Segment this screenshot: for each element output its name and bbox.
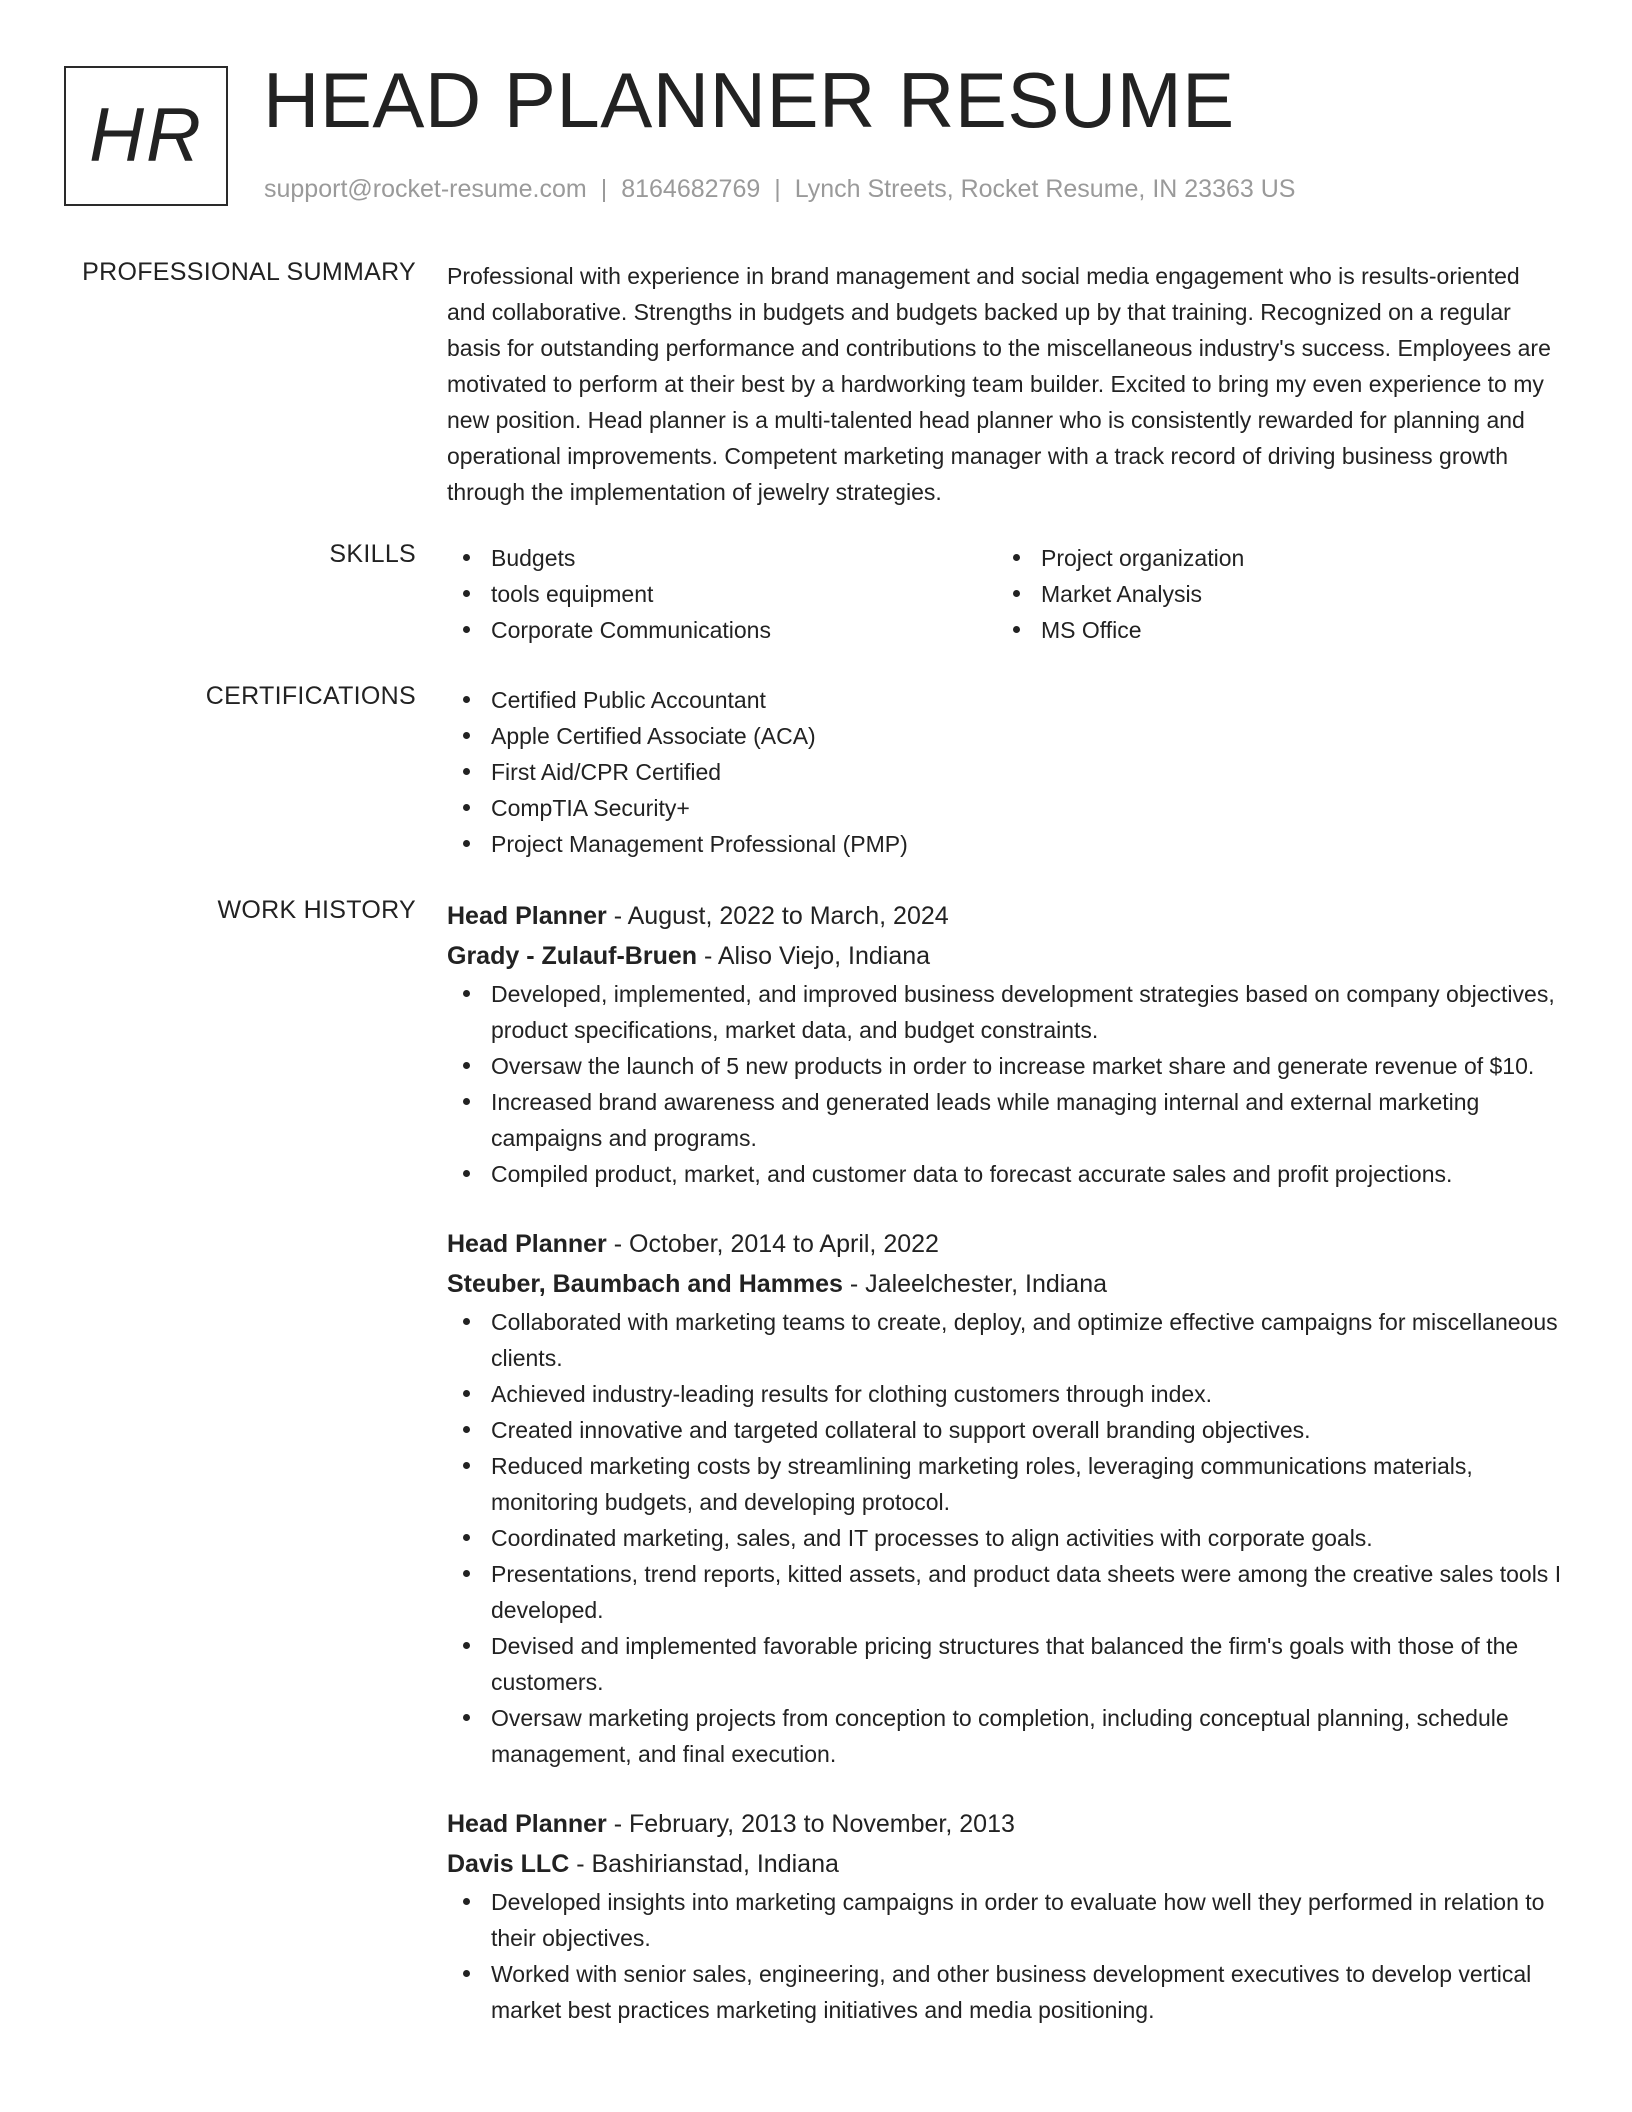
job-bullets — [447, 1884, 1562, 2028]
summary-text: Professional with experience in brand management and social media engagement who is results-oriented and collaborative. Strengths in budgets and budgets backed up by that training. Recognized on a regular basis for outstanding performance and contributions to the miscellaneous industry's success. Employees are motivated to perform at their best by a hardworking team builder. Excited to bring my even experience to my new position. Head planner is a multi-talented head planner who is consistently rewarded for planning and operational improvements. Competent marketing manager with a track record of driving business growth through the implementation of jewelry strategies. — [447, 263, 1551, 505]
job-bullet: Created innovative and targeted collateral to support overall branding objectives. — [447, 1412, 1562, 1448]
monogram-initials: HR — [89, 93, 203, 178]
job-bullet: Collaborated with marketing teams to create, deploy, and optimize effective campaigns for miscellaneous clients. — [447, 1304, 1562, 1376]
job-entry — [447, 1804, 1562, 2028]
job-location: - Aliso Viejo, Indiana — [697, 942, 931, 970]
skills-heading: SKILLS — [329, 540, 416, 568]
certifications-list — [447, 682, 1562, 862]
skill-item: MS Office — [997, 612, 1547, 648]
certifications-heading: CERTIFICATIONS — [205, 682, 416, 710]
skill-item: Market Analysis — [997, 576, 1547, 612]
job-bullet: Reduced marketing costs by streamlining marketing roles, leveraging communications materials, monitoring budgets, and developing protocol. — [447, 1448, 1562, 1520]
certification-item: Certified Public Accountant — [447, 682, 1562, 718]
contact-separator: | — [600, 175, 608, 203]
job-company-line — [447, 1264, 1562, 1304]
contact-address: Lynch Streets, Rocket Resume, IN 23363 US — [794, 175, 1296, 203]
contact-separator: | — [774, 175, 781, 203]
job-company-line — [447, 1844, 1562, 1884]
job-bullet: Developed insights into marketing campaigns in order to evaluate how well they performed in relation to their objectives. — [447, 1884, 1562, 1956]
certification-item: Project Management Professional (PMP) — [447, 826, 1562, 862]
job-bullet: Increased brand awareness and generated leads while managing internal and external marketing campaigns and programs. — [447, 1084, 1562, 1156]
skill-item: Corporate Communications — [447, 612, 997, 648]
job-location: - Jaleelchester, Indiana — [842, 1270, 1108, 1298]
contact-email[interactable]: support@rocket-resume.com — [264, 175, 587, 203]
monogram-box — [64, 66, 228, 206]
skills-list-left — [447, 540, 997, 648]
job-title: Head Planner — [447, 1230, 607, 1258]
job-company-line — [447, 936, 1562, 976]
job-bullet: Developed, implemented, and improved business development strategies based on company objectives, product specifications, market data, and budget constraints. — [447, 976, 1562, 1048]
job-bullet: Coordinated marketing, sales, and IT processes to align activities with corporate goals. — [447, 1520, 1562, 1556]
job-title-line — [447, 896, 1562, 936]
skill-item: tools equipment — [447, 576, 997, 612]
job-bullet: Worked with senior sales, engineering, and other business development executives to develop vertical market best practices marketing initiatives and media positioning. — [447, 1956, 1562, 2028]
skill-item: Budgets — [447, 540, 997, 576]
job-dates: - August, 2022 to March, 2024 — [606, 902, 949, 930]
job-bullet: Presentations, trend reports, kitted assets, and product data sheets were among the creative sales tools I developed. — [447, 1556, 1562, 1628]
job-bullet: Achieved industry-leading results for clothing customers through index. — [447, 1376, 1562, 1412]
job-title: Head Planner — [447, 1810, 607, 1838]
summary-heading: PROFESSIONAL SUMMARY — [82, 258, 416, 286]
job-location: - Bashirianstad, Indiana — [569, 1850, 839, 1878]
resume-title: HEAD PLANNER RESUME — [263, 56, 1235, 144]
contact-phone[interactable]: 8164682769 — [621, 175, 761, 203]
job-entry — [447, 1224, 1562, 1772]
job-company: Grady - Zulauf-Bruen — [447, 942, 698, 970]
job-company: Davis LLC — [447, 1850, 570, 1878]
job-title-line — [447, 1224, 1562, 1264]
contact-line — [264, 175, 1295, 204]
skill-item: Project organization — [997, 540, 1547, 576]
job-bullet: Devised and implemented favorable pricing structures that balanced the firm's goals with those of the customers. — [447, 1628, 1562, 1700]
job-dates: - October, 2014 to April, 2022 — [606, 1230, 939, 1258]
certification-item: CompTIA Security+ — [447, 790, 1562, 826]
job-bullet: Oversaw the launch of 5 new products in order to increase market share and generate revenue of $10. — [447, 1048, 1562, 1084]
job-company: Steuber, Baumbach and Hammes — [447, 1270, 843, 1298]
job-bullets — [447, 1304, 1562, 1772]
job-bullet: Oversaw marketing projects from conception to completion, including conceptual planning, schedule management, and final execution. — [447, 1700, 1562, 1772]
certification-item: First Aid/CPR Certified — [447, 754, 1562, 790]
job-bullets — [447, 976, 1562, 1192]
work-history-heading: WORK HISTORY — [217, 896, 416, 924]
job-title-line — [447, 1804, 1562, 1844]
job-dates: - February, 2013 to November, 2013 — [606, 1810, 1015, 1838]
job-bullet: Compiled product, market, and customer data to forecast accurate sales and profit projections. — [447, 1156, 1562, 1192]
certification-item: Apple Certified Associate (ACA) — [447, 718, 1562, 754]
job-entry — [447, 896, 1562, 1192]
job-title: Head Planner — [447, 902, 607, 930]
skills-list-right — [997, 540, 1547, 648]
